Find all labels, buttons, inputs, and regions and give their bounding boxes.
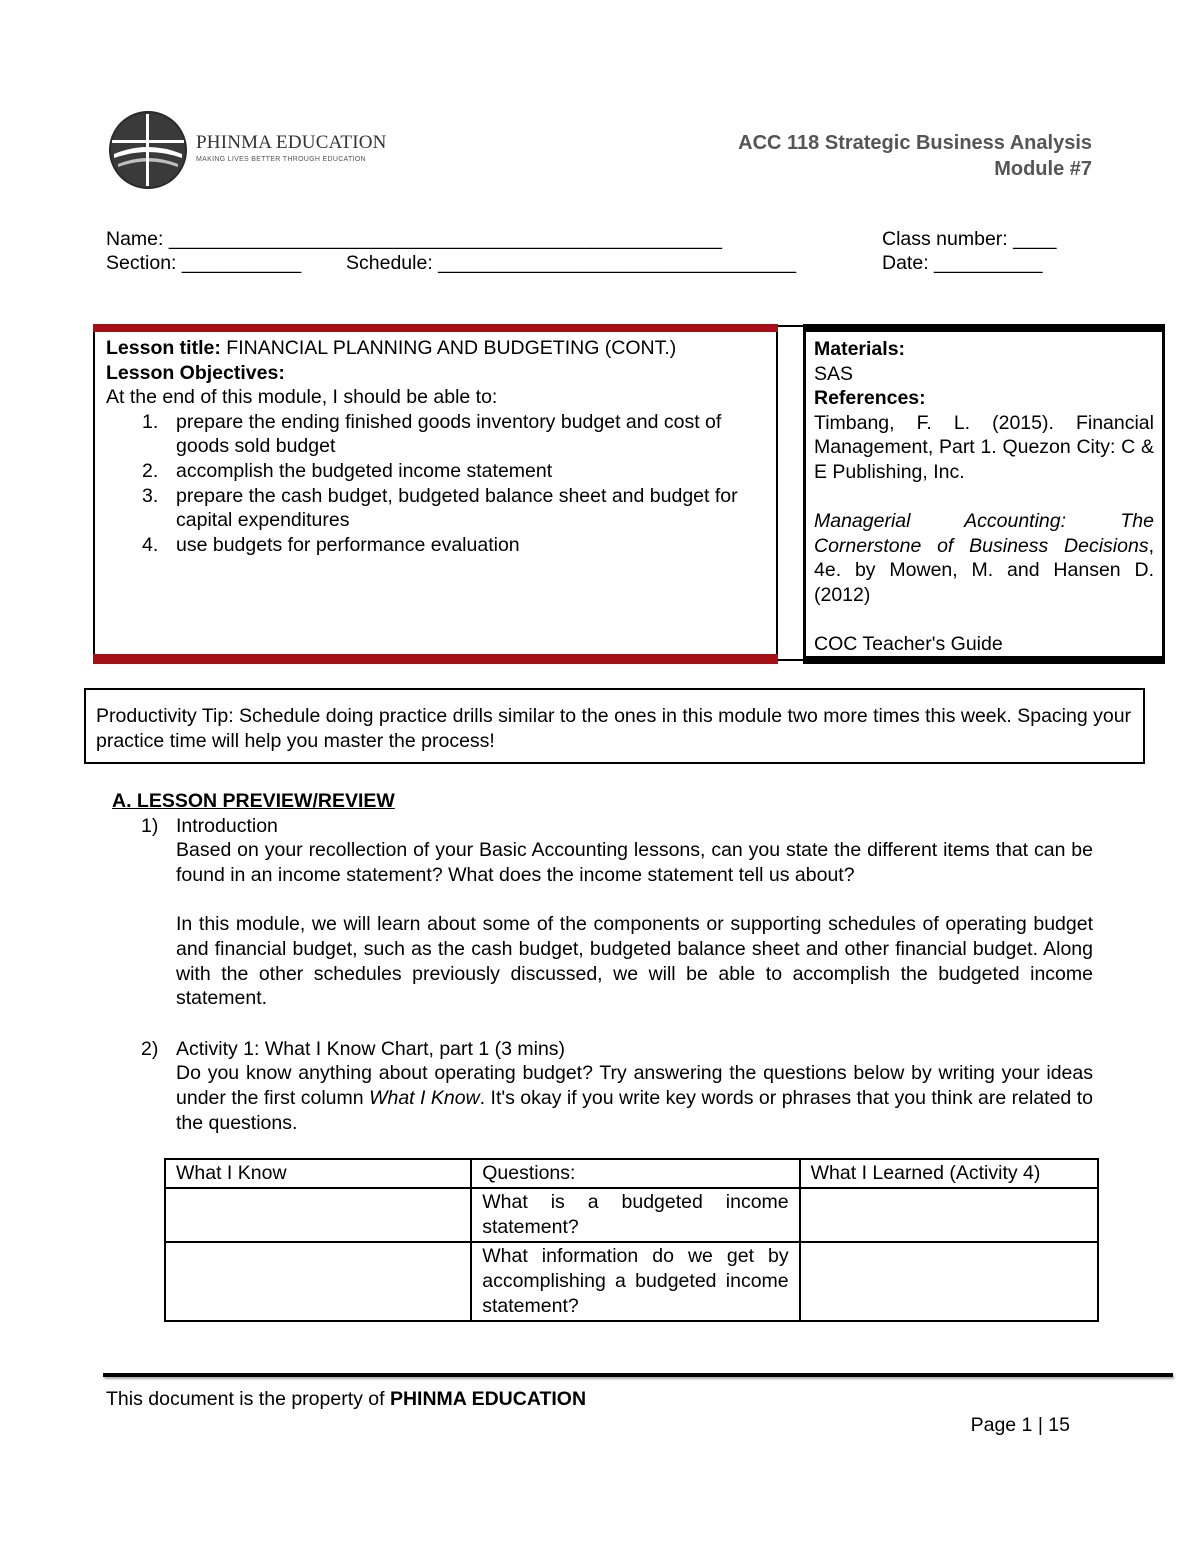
productivity-tip-text: Productivity Tip: Schedule doing practice drills similar to the ones in this module two more times this week. Spacing your practice time will help you master the process! xyxy=(96,705,1132,752)
table-row xyxy=(165,1188,1098,1242)
question-cell: What is a budgeted income statement? xyxy=(471,1188,799,1242)
objectives-list xyxy=(106,410,771,558)
table-row xyxy=(165,1242,1098,1321)
objective-text: prepare the cash budget, budgeted balance sheet and budget for capital expenditures xyxy=(176,484,738,532)
item-2-number: 2) xyxy=(141,1038,159,1060)
materials-value: SAS xyxy=(814,362,854,385)
item-2-title: Activity 1: What I Know Chart, part 1 (3 mins) xyxy=(176,1038,566,1060)
footer-divider xyxy=(103,1373,1173,1377)
name-field[interactable]: Name: ___________________________________________________ xyxy=(106,228,722,250)
lesson-title xyxy=(106,336,771,361)
objective-number: 2. xyxy=(142,459,159,482)
objective-text: use budgets for performance evaluation xyxy=(176,533,520,556)
header-what-i-know: What I Know xyxy=(165,1159,471,1188)
class-number-field[interactable]: Class number: ____ xyxy=(882,228,1057,250)
materials-box-top-bar xyxy=(803,324,1165,332)
objective-text: prepare the ending finished goods inventory budget and cost of goods sold budget xyxy=(176,410,722,458)
objective-number: 4. xyxy=(142,533,159,556)
objective-item xyxy=(106,459,771,484)
footer-prefix: This document is the property of xyxy=(106,1388,390,1410)
footer-property-note xyxy=(106,1387,586,1411)
objective-number: 3. xyxy=(142,484,159,507)
date-field[interactable]: Date: __________ xyxy=(882,252,1043,274)
phinma-logo xyxy=(108,110,387,190)
lesson-title-value: FINANCIAL PLANNING AND BUDGETING (CONT.) xyxy=(220,337,677,359)
page-number: Page 1 | 15 xyxy=(970,1414,1070,1436)
activity-1-paragraph xyxy=(176,1061,1093,1135)
objective-item xyxy=(106,484,771,533)
item-1-title: Introduction xyxy=(176,815,278,837)
materials-label: Materials: xyxy=(814,338,906,360)
objective-item xyxy=(106,533,771,558)
intro-paragraph-2: In this module, we will learn about some of the components or supporting schedules of operating budget and financial budget, such as the cash budget, budgeted balance sheet and other financial budget. Along with the other schedules previously discussed, we will be able to accomplish the budgeted income statement. xyxy=(176,913,1093,1010)
lesson-objectives-label: Lesson Objectives: xyxy=(106,361,285,384)
what-i-learned-cell[interactable] xyxy=(800,1188,1098,1242)
lesson-box-top-bar xyxy=(93,324,778,332)
schedule-field[interactable]: Schedule: _________________________________ xyxy=(346,252,797,274)
module-number: Module #7 xyxy=(994,158,1092,180)
intro-paragraph-1: Based on your recollection of your Basic Accounting lessons, can you state the different items that can be found in an income statement? What does the income statement tell us about? xyxy=(176,839,1093,886)
what-i-learned-cell[interactable] xyxy=(800,1242,1098,1321)
box-connector xyxy=(776,325,805,661)
activity-1-italic: What I Know xyxy=(369,1086,480,1109)
what-i-know-chart xyxy=(164,1158,1099,1322)
productivity-tip-box xyxy=(84,688,1145,764)
header-what-i-learned: What I Learned (Activity 4) xyxy=(800,1159,1098,1188)
lesson-title-label: Lesson title: xyxy=(106,337,221,359)
lesson-box xyxy=(93,324,778,664)
objective-number: 1. xyxy=(142,410,159,433)
lesson-box-bottom-bar xyxy=(93,654,778,664)
lesson-objectives-intro: At the end of this module, I should be able to: xyxy=(106,386,498,409)
reference-2-rest: , 4e. by Mowen, M. and Hansen D. (2012) xyxy=(814,534,1154,606)
activity-1-text: Do you know anything about operating budget? Try answering the questions below by writing your ideas under the first column xyxy=(176,1062,1093,1109)
reference-2 xyxy=(814,509,1154,607)
logo-tagline: MAKING LIVES BETTER THROUGH EDUCATION xyxy=(196,156,366,163)
table-header-row xyxy=(165,1159,1098,1188)
reference-2-title: Managerial Accounting: The Cornerstone of Business Decisions xyxy=(814,510,1154,557)
what-i-know-cell[interactable] xyxy=(165,1242,471,1321)
course-title: ACC 118 Strategic Business Analysis xyxy=(738,132,1092,154)
materials-box-bottom-bar xyxy=(803,656,1165,664)
reference-3: COC Teacher's Guide xyxy=(814,633,1003,656)
item-1-number: 1) xyxy=(141,815,159,837)
logo-wordmark: PHINMA EDUCATION xyxy=(196,132,387,153)
activity-1-text-end: . It's okay if you write key words or phrases that you think are related to the questions. xyxy=(176,1086,1093,1134)
materials-box xyxy=(803,324,1165,664)
section-field[interactable]: Section: ___________ xyxy=(106,252,302,274)
objective-text: accomplish the budgeted income statement xyxy=(176,459,553,482)
footer-owner: PHINMA EDUCATION xyxy=(389,1388,587,1410)
question-cell: What information do we get by accomplishing a budgeted income statement? xyxy=(471,1242,799,1321)
what-i-know-cell[interactable] xyxy=(165,1188,471,1242)
reference-1: Timbang, F. L. (2015). Financial Management, Part 1. Quezon City: C & E Publishing, Inc. xyxy=(814,411,1154,483)
course-header xyxy=(738,130,1092,182)
section-a-heading: A. LESSON PREVIEW/REVIEW xyxy=(112,790,395,812)
objective-item xyxy=(106,410,771,459)
references-label: References: xyxy=(814,387,926,410)
globe-book-icon xyxy=(108,110,188,190)
header-questions: Questions: xyxy=(471,1159,799,1188)
